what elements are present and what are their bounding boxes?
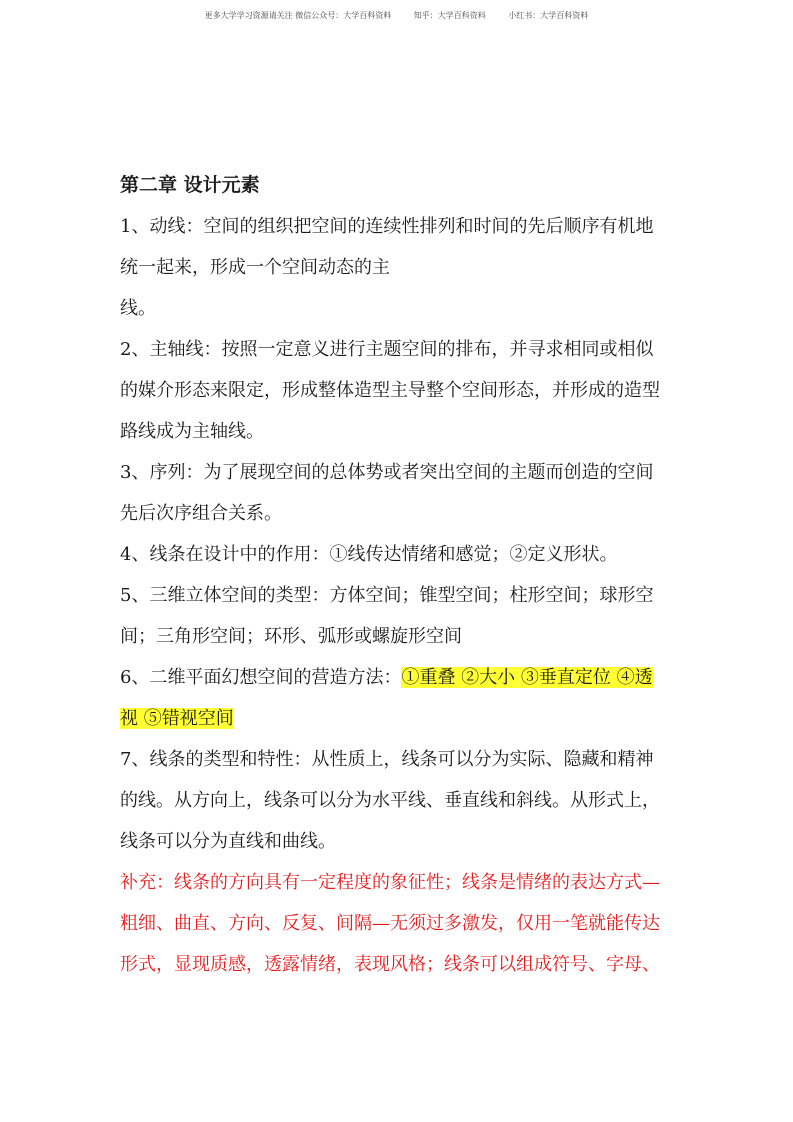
text-line — [120, 698, 690, 739]
text-line: 线条可以分为直线和曲线。 — [120, 831, 336, 852]
text-line: 4、线条在设计中的作用：①线传达情绪和感觉；②定义形状。 — [120, 544, 618, 565]
text-line: 形式，显现质感，透露情绪，表现风格；线条可以组成符号、字母、 — [120, 954, 660, 975]
text-line: 线。 — [120, 298, 156, 319]
text-line: 路线成为主轴线。 — [120, 421, 264, 442]
text-line — [120, 657, 690, 698]
item-6-lead: 6、二维平面幻想空间的营造方法： — [120, 667, 402, 688]
text-line: 的媒介形态来限定，形成整体造型主导整个空间形态，并形成的造型 — [120, 380, 660, 401]
text-line: 统一起来，形成一个空间动态的主 — [120, 257, 390, 278]
header-xiaohongshu-note: 小红书：大学百科资料 — [508, 11, 589, 20]
item-2-main-axis — [120, 329, 690, 452]
document-body — [120, 170, 690, 985]
item-6-2d-illusion-methods — [120, 657, 690, 739]
text-line: 先后次序组合关系。 — [120, 503, 282, 524]
highlighted-text: 视 ⑤错视空间 — [120, 708, 234, 729]
item-1-flow-line — [120, 206, 690, 329]
item-3-sequence — [120, 452, 690, 534]
supplement-note — [120, 862, 690, 985]
chapter-title: 第二章 设计元素 — [120, 174, 260, 196]
text-line: 粗细、曲直、方向、反复、间隔—无须过多激发，仅用一笔就能传达 — [120, 913, 660, 934]
item-5-3d-space-types — [120, 575, 690, 657]
text-line: 2、主轴线：按照一定意义进行主题空间的排布，并寻求相同或相似 — [120, 339, 654, 360]
text-line: 1、动线：空间的组织把空间的连续性排列和时间的先后顺序有机地 — [120, 216, 654, 237]
text-line: 间；三角形空间；环形、弧形或螺旋形空间 — [120, 626, 462, 647]
text-line: 的线。从方向上，线条可以分为水平线、垂直线和斜线。从形式上， — [120, 790, 660, 811]
header-zhihu-note: 知乎：大学百科资料 — [413, 11, 486, 20]
header-wechat-note: 更多大学学习资源请关注 微信公众号：大学百科资料 — [204, 11, 392, 20]
page-header — [0, 10, 793, 21]
text-line: 补充：线条的方向具有一定程度的象征性；线条是情绪的表达方式— — [120, 872, 660, 893]
text-line: 5、三维立体空间的类型：方体空间；锥型空间；柱形空间；球形空 — [120, 585, 654, 606]
text-line: 7、线条的类型和特性：从性质上，线条可以分为实际、隐藏和精神 — [120, 749, 654, 770]
text-line: 3、序列：为了展现空间的总体势或者突出空间的主题而创造的空间 — [120, 462, 654, 483]
highlighted-text: ①重叠 ②大小 ③垂直定位 ④透 — [401, 667, 653, 688]
item-4-line-function — [120, 534, 690, 575]
item-7-line-types — [120, 739, 690, 862]
